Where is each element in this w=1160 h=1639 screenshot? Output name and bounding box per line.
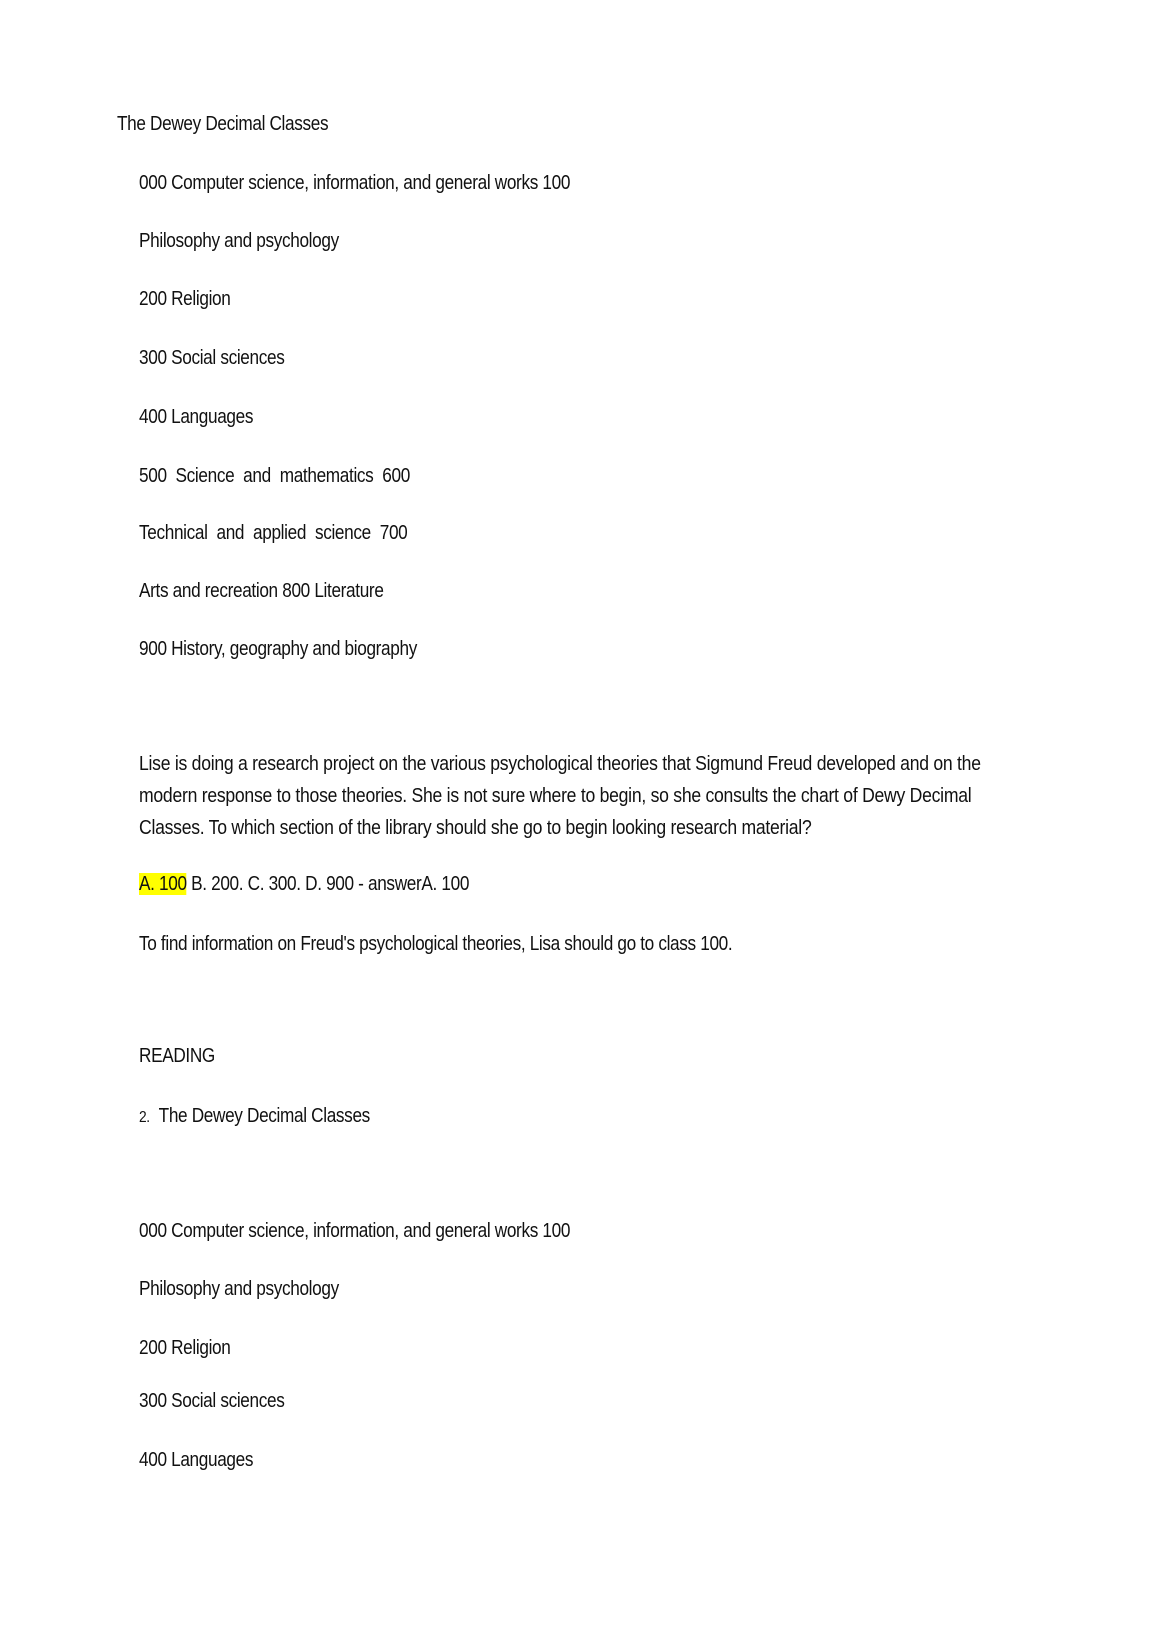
highlighted-answer: A. 100 bbox=[139, 873, 187, 895]
reading-heading: READING bbox=[139, 1045, 215, 1067]
class-item: 200 Religion bbox=[139, 288, 231, 310]
class-item: 200 Religion bbox=[139, 1337, 231, 1359]
other-choices: B. 200. C. 300. D. 900 - answerA. 100 bbox=[186, 873, 470, 895]
class-item: 500 Science and mathematics 600 bbox=[139, 465, 410, 487]
section-number: 2. bbox=[139, 1109, 150, 1126]
answer-choices bbox=[139, 872, 469, 896]
class-item: 400 Languages bbox=[139, 406, 254, 428]
class-item: Arts and recreation 800 Literature bbox=[139, 580, 384, 602]
class-item: 000 Computer science, information, and general works 100 bbox=[139, 1220, 571, 1242]
explanation-text: To find information on Freud's psychological theories, Lisa should go to class 100. bbox=[139, 933, 733, 955]
section-title: The Dewey Decimal Classes bbox=[158, 1105, 370, 1127]
class-item: 300 Social sciences bbox=[139, 1390, 285, 1412]
class-item: 400 Languages bbox=[139, 1449, 254, 1471]
class-item: Technical and applied science 700 bbox=[139, 522, 408, 544]
section-number-title bbox=[139, 1104, 370, 1130]
section-title: The Dewey Decimal Classes bbox=[117, 113, 329, 135]
class-item: Philosophy and psychology bbox=[139, 230, 339, 252]
question-paragraph: Lise is doing a research project on the various psychological theories that Sigmund Freud developed and on the modern response to those theories. She is not sure where to begin, so she consults the chart of Dewy Decimal Classes. To which section of the library should she go to begin looking research material? bbox=[139, 753, 981, 839]
class-item: 000 Computer science, information, and general works 100 bbox=[139, 172, 571, 194]
class-item: 300 Social sciences bbox=[139, 347, 285, 369]
class-item: 900 History, geography and biography bbox=[139, 638, 417, 660]
class-item: Philosophy and psychology bbox=[139, 1278, 339, 1300]
